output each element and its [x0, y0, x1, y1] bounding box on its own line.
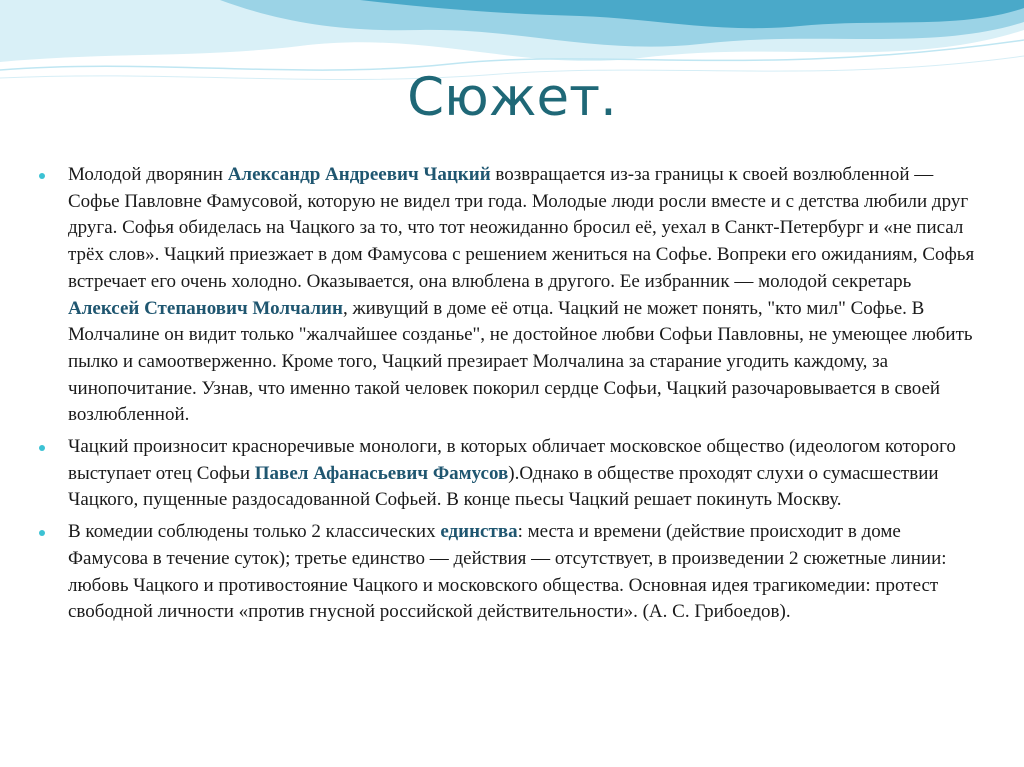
bullet-text	[68, 521, 947, 622]
text-segment: Чацкий произносит красноречивые монологи, в которых обличает московское общество (идеологом которого выступает отец Софьи	[68, 436, 956, 484]
slide-title: Сюжет.	[407, 67, 617, 128]
bullet-text	[68, 436, 956, 510]
bullet-item	[36, 434, 976, 514]
bullet-dot-icon	[39, 173, 45, 179]
highlighted-term: Павел Афанасьевич Фамусов	[254, 462, 509, 484]
highlighted-term: Алексей Степанович Молчалин	[68, 297, 343, 319]
highlighted-term: Александр Андреевич Чацкий	[227, 164, 491, 185]
highlighted-term: единства	[440, 521, 518, 543]
bullet-dot-icon	[39, 445, 45, 451]
bullet-text	[68, 164, 974, 425]
text-segment: , живущий в доме её отца. Чацкий не может понять, "кто мил" Софье. В Молчалине он видит только "жалчайшее созданье", не достойное любви Софьи Павловны, не умеющее любить пылко и самоотверженно. Кроме того, Чацкий презирает Молчалина за старание угодить каждому, за чинопочитание. Узнав, что именно такой человек покорил сердце Софьи, Чацкий разочаровывается в своей возлюбленной.	[68, 297, 973, 426]
text-segment: В комедии соблюдены только 2 классических	[68, 521, 441, 543]
text-segment: Молодой дворянин	[68, 164, 228, 185]
bullet-item	[36, 519, 976, 626]
text-segment: возвращается из-за границы к своей возлюбленной — Софье Павловне Фамусовой, которую не видел три года. Молодые люди росли вместе и с детства любили друг друга. Софья обиделась на Чацкого за то, что тот неожиданно бросил её, уехал в Санкт-Петербург и «не писал трёх слов». Чацкий приезжает в дом Фамусова с решением жениться на Софье. Вопреки его ожиданиям, Софья встречает его очень холодно. Оказывается, она влюблена в другого. Ее избранник — молодой секретарь	[68, 164, 975, 292]
bullet-list	[36, 162, 976, 631]
text-segment: : места и времени (действие происходит в доме Фамусова в течение суток); третье единство — действия — отсутствует, в произведении 2 сюжетные линии: любовь Чацкого и противостояние Чацкого и московского общества. Основная идея трагикомедии: протест свободной личности «против гнусной российской действительности». (А. С. Грибоедов).	[68, 521, 947, 623]
bullet-dot-icon	[39, 530, 45, 536]
text-segment: ).Однако в обществе проходят слухи о сумасшествии Чацкого, пущенные раздосадованной Софьей. В конце пьесы Чацкий решает покинуть Москву.	[68, 462, 939, 511]
bullet-item	[36, 162, 976, 429]
